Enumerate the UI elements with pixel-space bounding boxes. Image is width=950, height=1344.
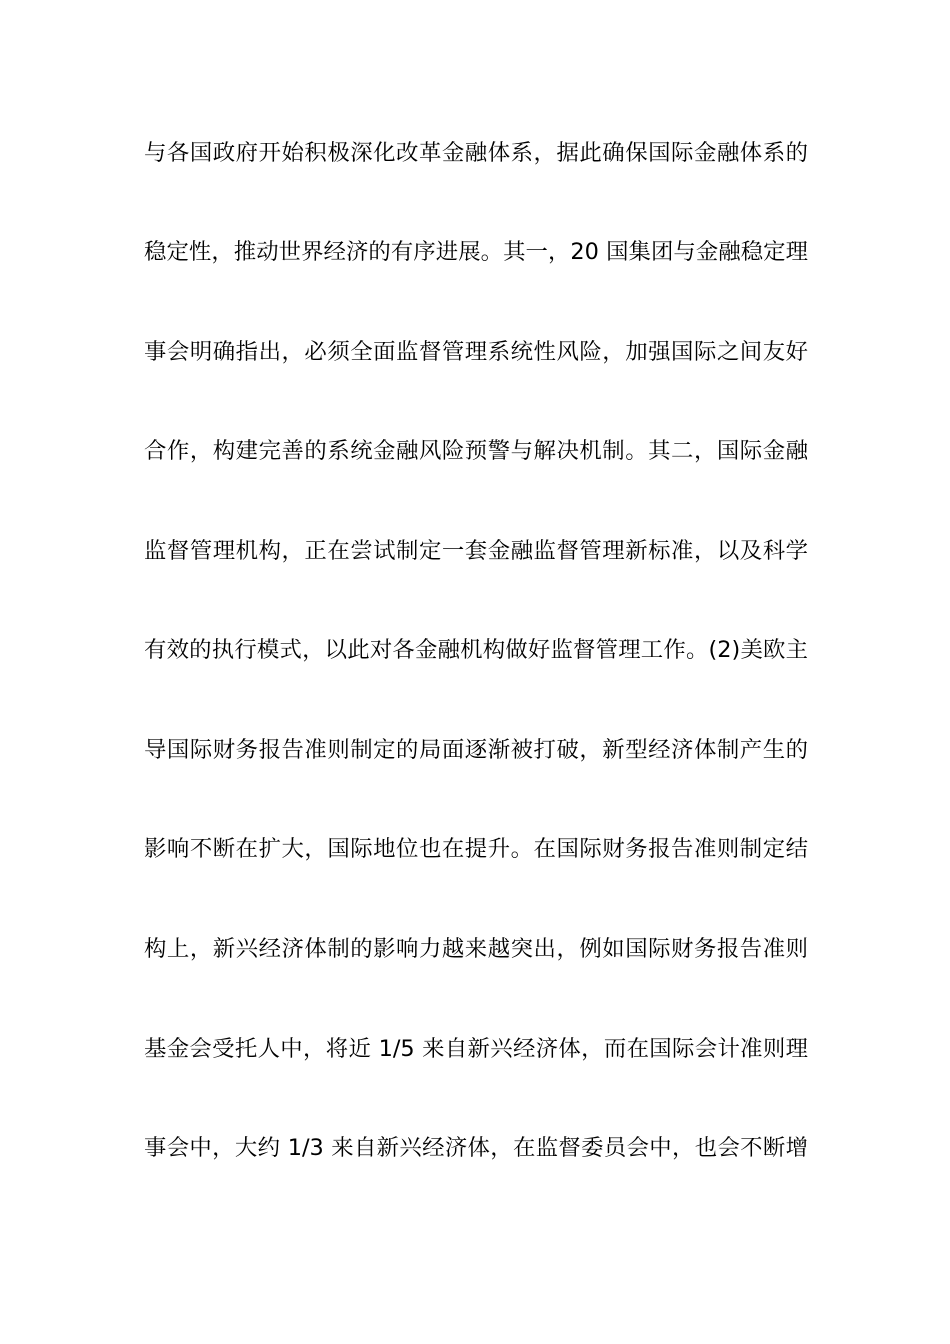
text-line: 影响不断在扩大，国际地位也在提升。在国际财务报告准则制定结 — [144, 836, 808, 862]
text-line: 稳定性，推动世界经济的有序进展。其一，20 国集团与金融稳定理 — [144, 239, 808, 265]
text-line: 导国际财务报告准则制定的局面逐渐被打破，新型经济体制产生的 — [144, 737, 808, 763]
text-line: 与各国政府开始积极深化改革金融体系，据此确保国际金融体系的 — [144, 140, 808, 166]
text-line: 构上，新兴经济体制的影响力越来越突出，例如国际财务报告准则 — [144, 936, 808, 962]
text-line: 有效的执行模式，以此对各金融机构做好监督管理工作。(2)美欧主 — [144, 637, 808, 663]
text-line: 基金会受托人中，将近 1/5 来自新兴经济体，而在国际会计准则理 — [144, 1036, 808, 1062]
text-line: 合作，构建完善的系统金融风险预警与解决机制。其二，国际金融 — [144, 438, 808, 464]
text-line: 事会明确指出，必须全面监督管理系统性风险，加强国际之间友好 — [144, 339, 808, 365]
text-line: 监督管理机构，正在尝试制定一套金融监督管理新标准，以及科学 — [144, 538, 808, 564]
text-line: 事会中，大约 1/3 来自新兴经济体，在监督委员会中，也会不断增 — [144, 1135, 808, 1161]
